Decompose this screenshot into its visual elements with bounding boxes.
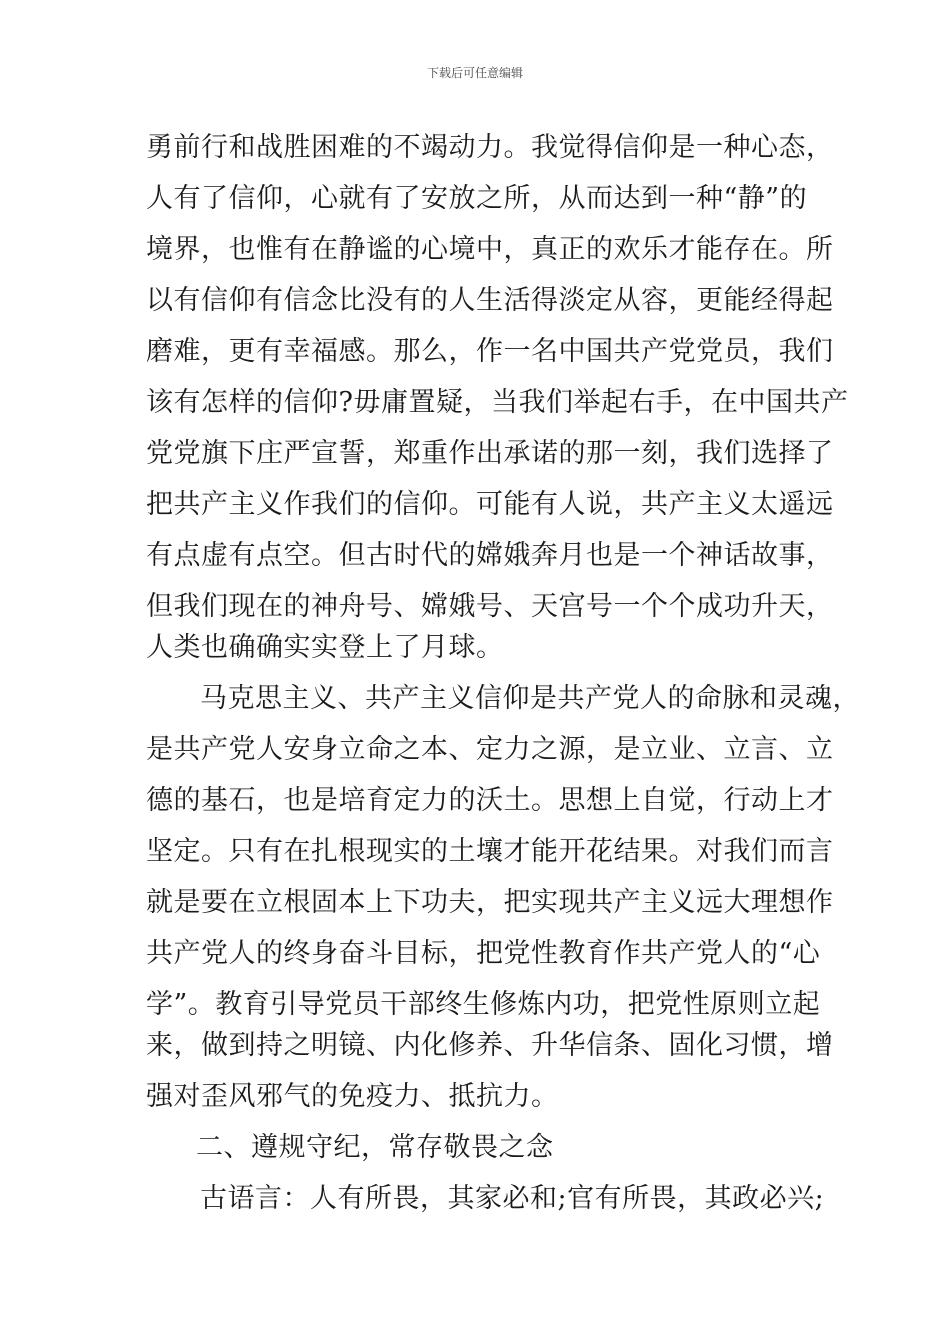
body-line: 有点虚有点空。但古时代的嫦娥奔月也是一个神话故事， <box>146 540 834 571</box>
page-header: 下载后可任意编辑 <box>426 66 523 80</box>
body-line: 古语言：人有所畏，其家必和;官有所畏，其政必兴; <box>200 1183 825 1214</box>
body-line: 德的基石，也是培育定力的沃土。思想上自觉，行动上才 <box>146 785 834 816</box>
body-line: 就是要在立根固本上下功夫，把实现共产主义远大理想作 <box>146 887 834 918</box>
body-line: 以有信仰有信念比没有的人生活得淡定从容，更能经得起 <box>146 285 834 316</box>
body-line: 该有怎样的信仰?毋庸置疑，当我们举起右手，在中国共产 <box>146 387 849 418</box>
body-line: 人类也确确实实登上了月球。 <box>146 632 504 663</box>
body-line: 把共产主义作我们的信仰。可能有人说，共产主义太遥远 <box>146 489 834 520</box>
body-line: 共产党人的终身奋斗目标，把党性教育作共产党人的“心 <box>146 938 821 969</box>
body-line: 但我们现在的神舟号、嫦娥号、天宫号一个个成功升天， <box>146 591 834 622</box>
body-line: 党党旗下庄严宣誓，郑重作出承诺的那一刻，我们选择了 <box>146 438 834 469</box>
body-line: 坚定。只有在扎根现实的土壤才能开花结果。对我们而言 <box>146 836 834 867</box>
section-heading: 二、遵规守纪，常存敬畏之念 <box>196 1132 554 1163</box>
body-line: 勇前行和战胜困难的不竭动力。我觉得信仰是一种心态， <box>146 132 834 163</box>
body-line: 马克思主义、共产主义信仰是共产党人的命脉和灵魂， <box>200 683 860 714</box>
body-line: 来，做到持之明镜、内化修养、升华信条、固化习惯，增 <box>146 1030 834 1061</box>
body-line: 磨难，更有幸福感。那么，作一名中国共产党党员，我们 <box>146 336 834 367</box>
body-line: 强对歪风邪气的免疫力、抵抗力。 <box>146 1081 559 1112</box>
body-line: 人有了信仰，心就有了安放之所，从而达到一种“静”的 <box>146 183 808 214</box>
body-line: 境界，也惟有在静谧的心境中，真正的欢乐才能存在。所 <box>146 234 834 265</box>
body-line: 学”。教育引导党员干部终生修炼内功，把党性原则立起 <box>146 989 821 1020</box>
body-line: 是共产党人安身立命之本、定力之源，是立业、立言、立 <box>146 734 834 765</box>
